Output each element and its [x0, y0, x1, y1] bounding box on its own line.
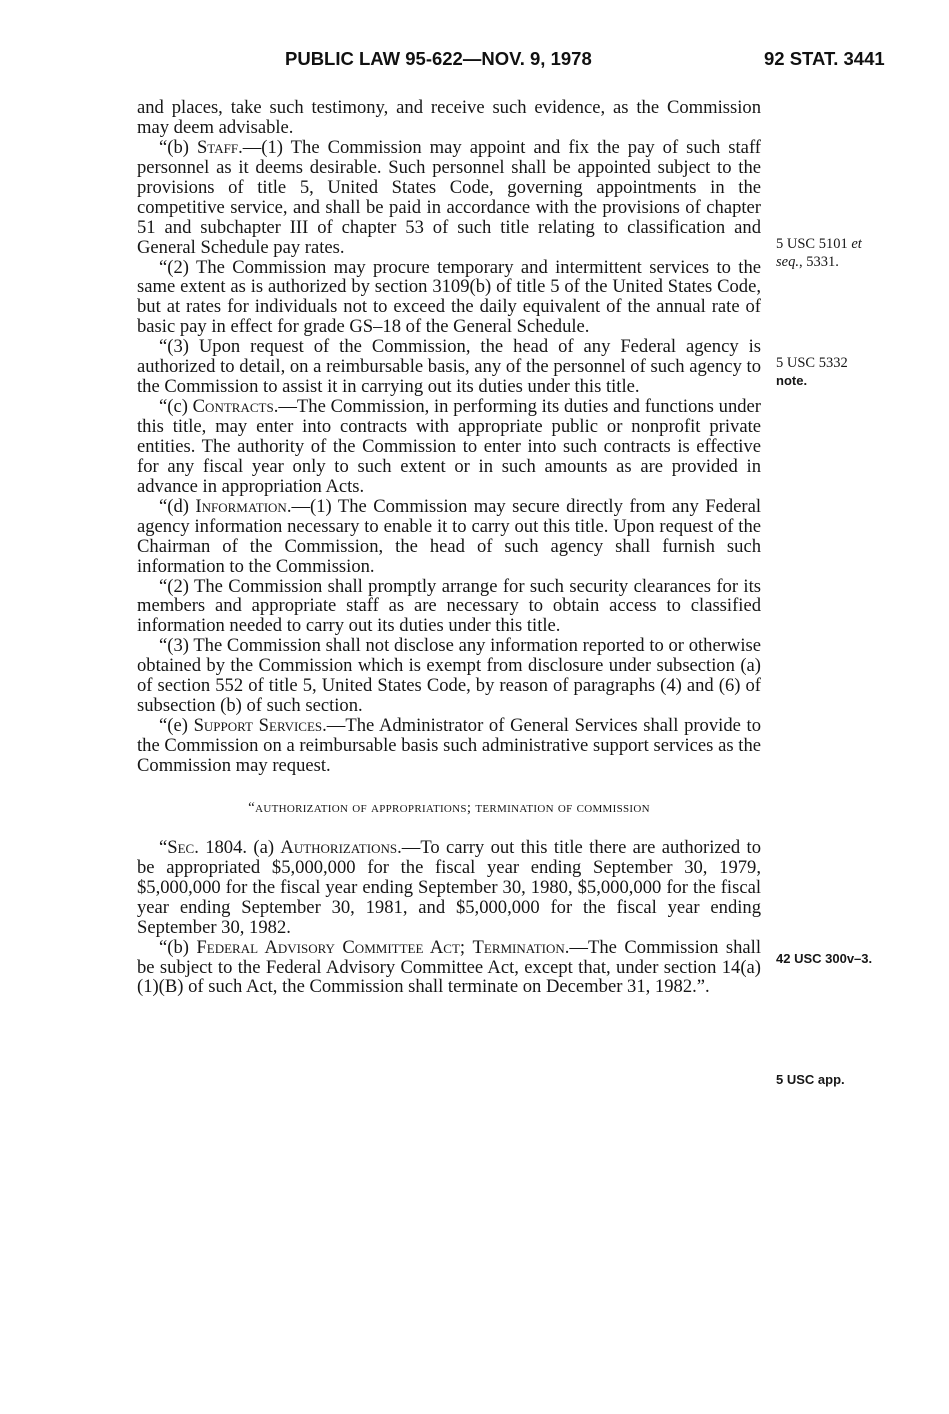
- subsection-heading-authorizations: Authorizations: [280, 836, 398, 858]
- subsection-heading-staff: Staff: [196, 136, 239, 158]
- statute-page-number: 92 STAT. 3441: [764, 48, 885, 69]
- paragraph-staff-2: “(2) The Commission may procure temporary and intermittent services to the same extent as is authorized by section 3109(b) of title 5 of the United States Code, but at rates for individuals not to exceed the daily equivalent of the annual rate of basic pay in effect for grade GS–18 of the General Schedule.: [137, 256, 761, 338]
- para-text: .—The Commission, in performing its duties and functions under this title, may enter into contracts with appropriate public or nonprofit private entities. The authority of the Commission to enter into such contracts is effective for any fiscal year only to such extent or in such amounts as are provided in advance in appropriation Acts.: [137, 396, 761, 497]
- subsection-heading-contracts: Contracts: [192, 396, 274, 418]
- para-text: .—The Commission shall be subject to the Federal Advisory Committee Act, except that, under section 14(a)(1)(B) of such Act, the Commission shall terminate on December 31, 1982.”.: [137, 936, 761, 998]
- para-text: .—(1) The Commission may secure directly from any Federal agency information necessary to enable it to carry out this title. Upon request of the Chairman of the Commission, the head of such agency shall furnish such information to the Commission.: [137, 495, 761, 577]
- separator: ;: [459, 936, 473, 958]
- margin-note-5-usc-5332: [776, 354, 941, 390]
- subsection-heading-fac-act: Federal Advisory Committee Act: [196, 936, 460, 958]
- note-text: note.: [776, 373, 808, 388]
- subsection-heading-termination: Termination: [472, 936, 565, 958]
- paragraph-information: [137, 497, 761, 577]
- para-label: “(e): [159, 715, 194, 737]
- para-label: “(b): [159, 936, 197, 958]
- note-text: , 5331.: [798, 254, 839, 270]
- body-text: [137, 98, 761, 997]
- page-header: [0, 48, 949, 78]
- margin-note-5-usc-app: 5 USC app.: [776, 1072, 845, 1087]
- paragraph-continuation: and places, take such testimony, and receive such evidence, as the Commission may deem advisable.: [137, 97, 761, 138]
- para-label: “(c): [159, 396, 193, 418]
- para-text: .—The Administrator of General Services shall provide to the Commission on a reimbursable basis such administrative support services as the Commission may request.: [137, 715, 762, 776]
- section-heading: “authorization of appropriations; termination of commission: [248, 799, 650, 816]
- note-italic: et: [851, 236, 862, 252]
- subsection-heading-support-services: Support Services: [193, 715, 323, 737]
- margin-note-42-usc-300v-3: 42 USC 300v–3.: [776, 951, 873, 966]
- paragraph-information-3: “(3) The Commission shall not disclose any information reported to or otherwise obtained by the Commission which is exempt from disclosure under subsection (a) of section 552 of title 5, United States Code, by reason of paragraphs (4) and (6) of subsection (b) of such section.: [137, 635, 761, 717]
- paragraph-staff-3: “(3) Upon request of the Commission, the head of any Federal agency is authorized to detail, on a reimbursable basis, any of the personnel of such agency to the Commission to assist it in carrying out its duties under this title.: [137, 336, 761, 398]
- para-text: .—To carry out this title there are authorized to be appropriated $5,000,000 for the fiscal year ending September 30, 1979, $5,000,000 for the fiscal year ending September 30, 1980, $5,000,000 for the fiscal year ending September 30, 1981, and $5,000,000 for the fiscal year ending September 30, 1982.: [137, 836, 761, 938]
- para-label: “(b): [159, 136, 197, 158]
- note-italic: seq.: [776, 254, 799, 270]
- paragraph-sec-1804: [137, 838, 761, 938]
- section-abbrev: Sec: [167, 836, 195, 858]
- paragraph-sec-1804-b: [137, 938, 761, 998]
- paragraph-support-services: [137, 716, 761, 776]
- note-text: 5 USC 5332: [776, 355, 848, 371]
- paragraph-staff: [137, 138, 761, 258]
- para-label: “: [159, 836, 168, 858]
- margin-note-5-usc-5101: [776, 235, 941, 271]
- note-text: 5 USC 5101: [776, 236, 852, 252]
- section-number: . 1804. (a): [194, 836, 281, 858]
- para-text: .—(1) The Commission may appoint and fix the pay of such staff personnel as it deems desirable. Such personnel shall be appointed subject to the provisions of title 5, United States Code, governing appointments in the competitive service, and shall be paid in accordance with the provisions of chapter 51 and subchapter III of chapter 53 of such title relating to classification and General Schedule pay rates.: [137, 136, 761, 258]
- paragraph-contracts: [137, 397, 761, 497]
- paragraph-information-2: “(2) The Commission shall promptly arrange for such security clearances for its members and appropriate staff as are necessary to obtain access to classified information needed to carry out its duties under this title.: [137, 575, 761, 637]
- subsection-heading-information: Information: [195, 495, 287, 517]
- para-label: “(d): [159, 495, 196, 517]
- public-law-title: PUBLIC LAW 95-622—NOV. 9, 1978: [285, 48, 592, 69]
